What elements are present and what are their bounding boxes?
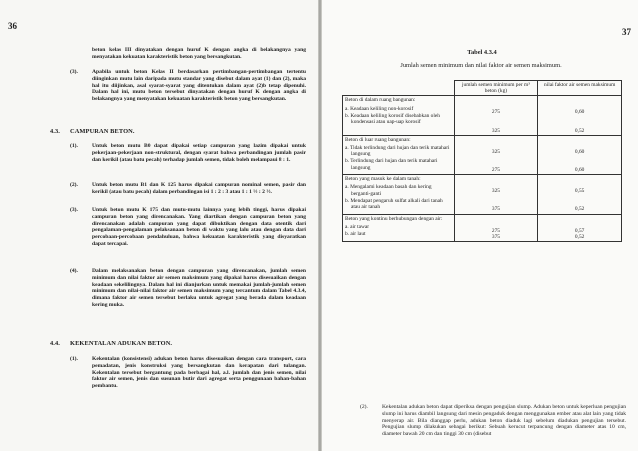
wc-value: 0,60	[574, 109, 585, 116]
table-row	[343, 96, 622, 135]
group-title: Beton di dalam ruang bangunan:	[345, 97, 416, 104]
left-page	[0, 0, 318, 451]
table-row-wc	[538, 96, 622, 135]
table-row-wc	[538, 214, 622, 241]
table-caption: Jumlah semen minimum dan nilai faktor air semen maksimum.	[400, 62, 562, 69]
campuran-1-paragraph: Untuk beton mutu B0 dapat dipakai setiap campuran yang lazim dipakai untuk pekerjaan-pekerjaan non-struktural, dengan syarat bahwa perbandingan jumlah pasir dan kerikil (atau batu pecah) terhadap jumlah semen, tidak boleh melampaui 8 : 1.	[92, 143, 306, 163]
intro-paragraph: beton kelas III dinyatakan dengan huruf K dengan angka di belakangnya yang menyatakan kekuatan karakteristik beton yang bersangkutan.	[92, 47, 306, 60]
kekentalan-2-paragraph: Kekentalan adukan beton dapat diperiksa dengan pengujian slump. Adukan beton untuk keperluan pengujian slump ini harus diambil langsung dari mesin pengaduk dengan menggunakan ember atau alat lain yang tidak menyerap air. Bila dianggap perlu, adukan beton diaduk lagi sebelum diadukan pengujian tersebut. Pengujian slump dilakukan sebagai berikut: Sebuah kerucut terpancung dengan diameter atas 10 cm, diameter bawah 20 cm dan tinggi 30 cm (disebut	[382, 404, 626, 438]
table-row-wc	[538, 135, 622, 174]
table-row-conditions	[343, 135, 455, 174]
wc-value: 0,52	[574, 127, 585, 134]
cement-value: 375	[491, 206, 500, 213]
kekentalan-1-paragraph: Kekentalan (konsistensi) adukan beton harus disesuaikan dengan cara transport, cara pemadatan, jenis konstruksi yang bersangkutan dan kerapatan dari tulangan. Kekentalan tersebut bergantung pada berbagai hal, a.l. jumlah dan jenis semen, nilai faktor air semen, jenis dan susunan butir dari agregat serta penggunaan bahan-bahan pembantu.	[92, 356, 306, 390]
table-row-cement	[454, 135, 538, 174]
group-item: a. air tawar	[345, 223, 370, 230]
group-item: b. air laut	[345, 231, 366, 238]
table-header-empty	[343, 81, 455, 96]
cement-value: 325	[491, 127, 500, 134]
group-title: Beton yang kontinu berhubungan dengan air:	[345, 215, 443, 222]
table-row-conditions	[343, 96, 455, 135]
campuran-3-paragraph: Untuk beton mutu K 175 dan mutu-mutu lainnya yang lebih tinggi, harus dipakai campuran beton yang direncanakan. Yang diartikan dengan campuran beton yang direncanakan adalah campuran yang dapat dibuktikan dengan data otentik dari pengalaman-pengalaman pelaksanaan beton di waktu yang lalu atau dengan data dari percobaan-percobaan pendahuluan, bahwa kekuatan karakteristik yang disyaratkan dapat tercapai.	[92, 207, 306, 247]
group-title: Beton yang masuk ke dalam tanah:	[345, 176, 421, 183]
wc-value: 0,60	[574, 167, 585, 174]
table-header-cement: jumlah semen minimum per m³ beton (kg)	[454, 81, 538, 96]
campuran-4-paragraph: Dalam melaksanakan beton dengan campuran yang direncanakan, jumlah semen minimum dan nilai faktor air semen maksimum yang dipakai harus disesuaikan dengan keadaan sekelilingnya. Dalam hal ini dianjurkan untuk memakai jumlah-jumlah semen minimum dan nilai-nilai faktor air semen maksimum yang tercantum dalam Tabel 4.3.4, dimana faktor air semen tersebut berlaku untuk agregat yang berada dalam keadaan kering muka.	[92, 268, 306, 308]
cement-value: 275	[491, 109, 500, 116]
table-row-conditions	[343, 214, 455, 241]
right-page	[322, 0, 638, 451]
wc-value: 0,52	[574, 233, 585, 240]
campuran-1-number: (1).	[70, 143, 78, 149]
table-row	[343, 175, 622, 214]
campuran-2-number: (2).	[70, 182, 78, 188]
group-item: b. Terlindung dari hujan dan terik matahari langsung	[345, 158, 438, 171]
table-row-cement	[454, 214, 538, 241]
table-row-cement	[454, 175, 538, 214]
table-header-row	[343, 81, 622, 96]
cement-value: 325	[491, 148, 500, 155]
campuran-2-paragraph: Untuk beton mutu B1 dan K 125 harus dipakai campuran nominal semen, pasir dan kerikil (atau batu pecah) dalam perbandingan isi 1 : 2 : 3 atau 1 : 1 ½ : 2 ½.	[92, 182, 306, 195]
table-row	[343, 214, 622, 241]
page-number-left: 36	[8, 21, 17, 31]
table-row-cement	[454, 96, 538, 135]
wc-value: 0,57	[574, 227, 585, 234]
group-title: Beton di luar ruang bangunan:	[345, 136, 411, 143]
section-4-4-number: 4.4.	[50, 340, 60, 347]
campuran-4-number: (4).	[70, 268, 78, 274]
kekentalan-2-number: (2).	[360, 404, 368, 410]
cement-table	[342, 80, 622, 242]
table-row-wc	[538, 175, 622, 214]
item-3-paragraph: Apabila untuk beton Kelas II berdasarkan pertimbangan-pertimbangan tertentu diinginkan mutu lain daripada mutu standar yang disebut dalam ayat (1) dan (2), maka hal itu diijinkan, asal syarat-syarat yang ditentukan dalam ayat (2)b tetap dipenuhi. Dalam hal ini, mutu beton tersebut dinyatakan dengan huruf K dengan angka di belakangnya yang menyatakan kekuatan karakteristik beton yang bersangkutan.	[92, 69, 306, 103]
group-item: a. Mengalami keadaan basah dan kering berganti-ganti	[345, 184, 432, 197]
group-item: a. Keadaan keliling non-korosif	[345, 105, 414, 112]
group-item: a. Tidak terlindung dari hujan dan terik matahari langsung	[345, 145, 450, 158]
cement-value: 275	[491, 227, 500, 234]
item-3-number: (3).	[70, 69, 78, 75]
cement-value: 325	[491, 188, 500, 195]
table-label: Tabel 4.3.4	[467, 49, 497, 56]
section-4-3-title: CAMPURAN BETON.	[70, 128, 135, 135]
group-item: b. Keadaan keliling korosif disebabkan oleh kondensasi atau uap-uap korosif	[345, 112, 440, 126]
table-header-wc: nilai faktor air semen maksimum	[538, 81, 622, 96]
table-row-conditions	[343, 175, 455, 214]
wc-value: 0,52	[574, 206, 585, 213]
page-number-right: 37	[622, 27, 631, 37]
group-item: b. Mendapat pengaruh sulfat alkali dari tanah atau air tanah	[345, 197, 443, 211]
wc-value: 0,55	[574, 188, 585, 195]
wc-value: 0,60	[574, 148, 585, 155]
campuran-3-number: (3).	[70, 207, 78, 213]
section-4-4-title: KEKENTALAN ADUKAN BETON.	[70, 340, 173, 347]
table-row	[343, 135, 622, 174]
section-4-3-number: 4.3.	[50, 128, 60, 135]
kekentalan-1-number: (1).	[70, 356, 78, 362]
cement-value: 275	[491, 167, 500, 174]
cement-value: 375	[491, 233, 500, 240]
